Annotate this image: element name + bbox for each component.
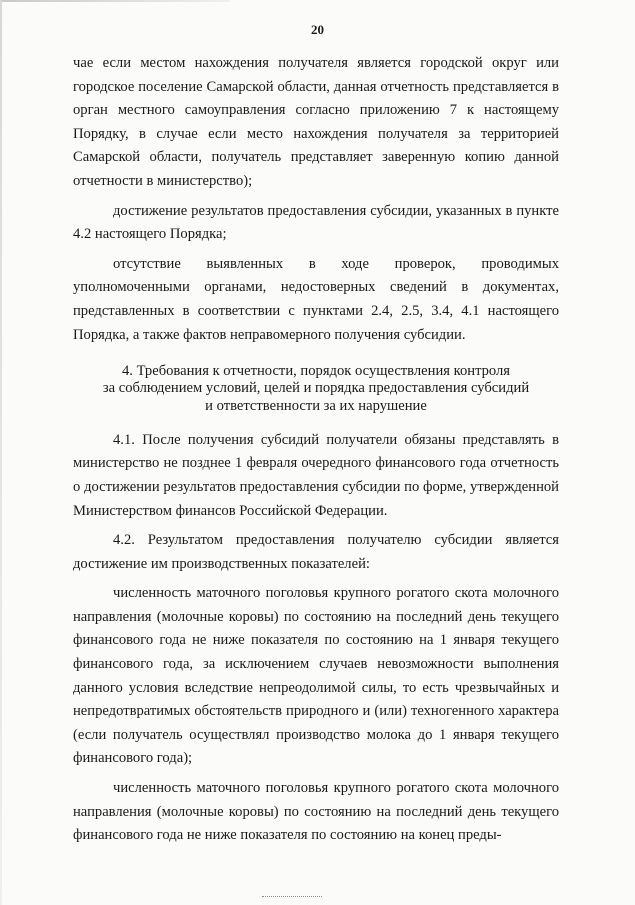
document-body (73, 52, 559, 854)
scan-edge-top (0, 0, 230, 2)
paragraph-no-violations: отсутствие выявленных в ходе проверок, проводимых уполномоченными органами, недостоверных сведений в документах, представленных в соответствии с пунктами 2.4, 2.5, 3.4, 4.1 настоящего Порядка, а также фактов неправомерного получения субсидии. (73, 255, 559, 343)
scan-edge-left (0, 0, 2, 905)
section-heading-line: и ответственности за их нарушение (205, 397, 427, 414)
section-heading-line: за соблюдением условий, целей и порядка предоставления субсидий (102, 380, 530, 397)
paragraph-indicator-cows-jan1: численность маточного поголовья крупного рогатого скота молочного направления (молочные коровы) по состоянию на последний день текущего финансового года не ниже показателя по состоянию на 1 января текущего финансового года, за исключением случаев невозможности выполнения данного условия вследствие непреодолимой силы, то есть чрезвычайных и непредотвратимых обстоятельств природного и (или) техногенного характера (если получатель осуществлял производство молока до 1 января текущего финансового года); (73, 585, 559, 767)
paragraph-continuation: чае если местом нахождения получателя является городской округ или городское поселение Самарской области, данная отчетность представляется в орган местного самоуправления согласно приложению 7 к настоящему Порядку, в случае если место нахождения получателя за территорией Самарской области, получатель представляет заверенную копию данной отчетности в министерство); (73, 55, 559, 189)
paragraph-4-1: 4.1. После получения субсидий получатели обязаны представлять в министерство не позднее 1 февраля очередного финансового года отчетность о достижении результатов предоставления субсидии по форме, утвержденной Министерством финансов Российской Федерации. (73, 431, 559, 519)
page-number: 20 (311, 22, 324, 37)
section-heading-line: 4. Требования к отчетности, порядок осуществления контроля (121, 363, 511, 380)
paragraph-results-achievement: достижение результатов предоставления субсидии, указанных в пункте 4.2 настоящего Порядка; (73, 202, 559, 243)
section-heading-4 (73, 363, 559, 415)
paragraph-4-2: 4.2. Результатом предоставления получателю субсидии является достижение им производственных показателей: (73, 532, 559, 572)
paragraph-indicator-cows-prev-year: численность маточного поголовья крупного рогатого скота молочного направления (молочные коровы) по состоянию на последний день текущего финансового года не ниже показателя по состоянию на конец преды- (73, 780, 559, 844)
scan-artifact (262, 896, 322, 901)
